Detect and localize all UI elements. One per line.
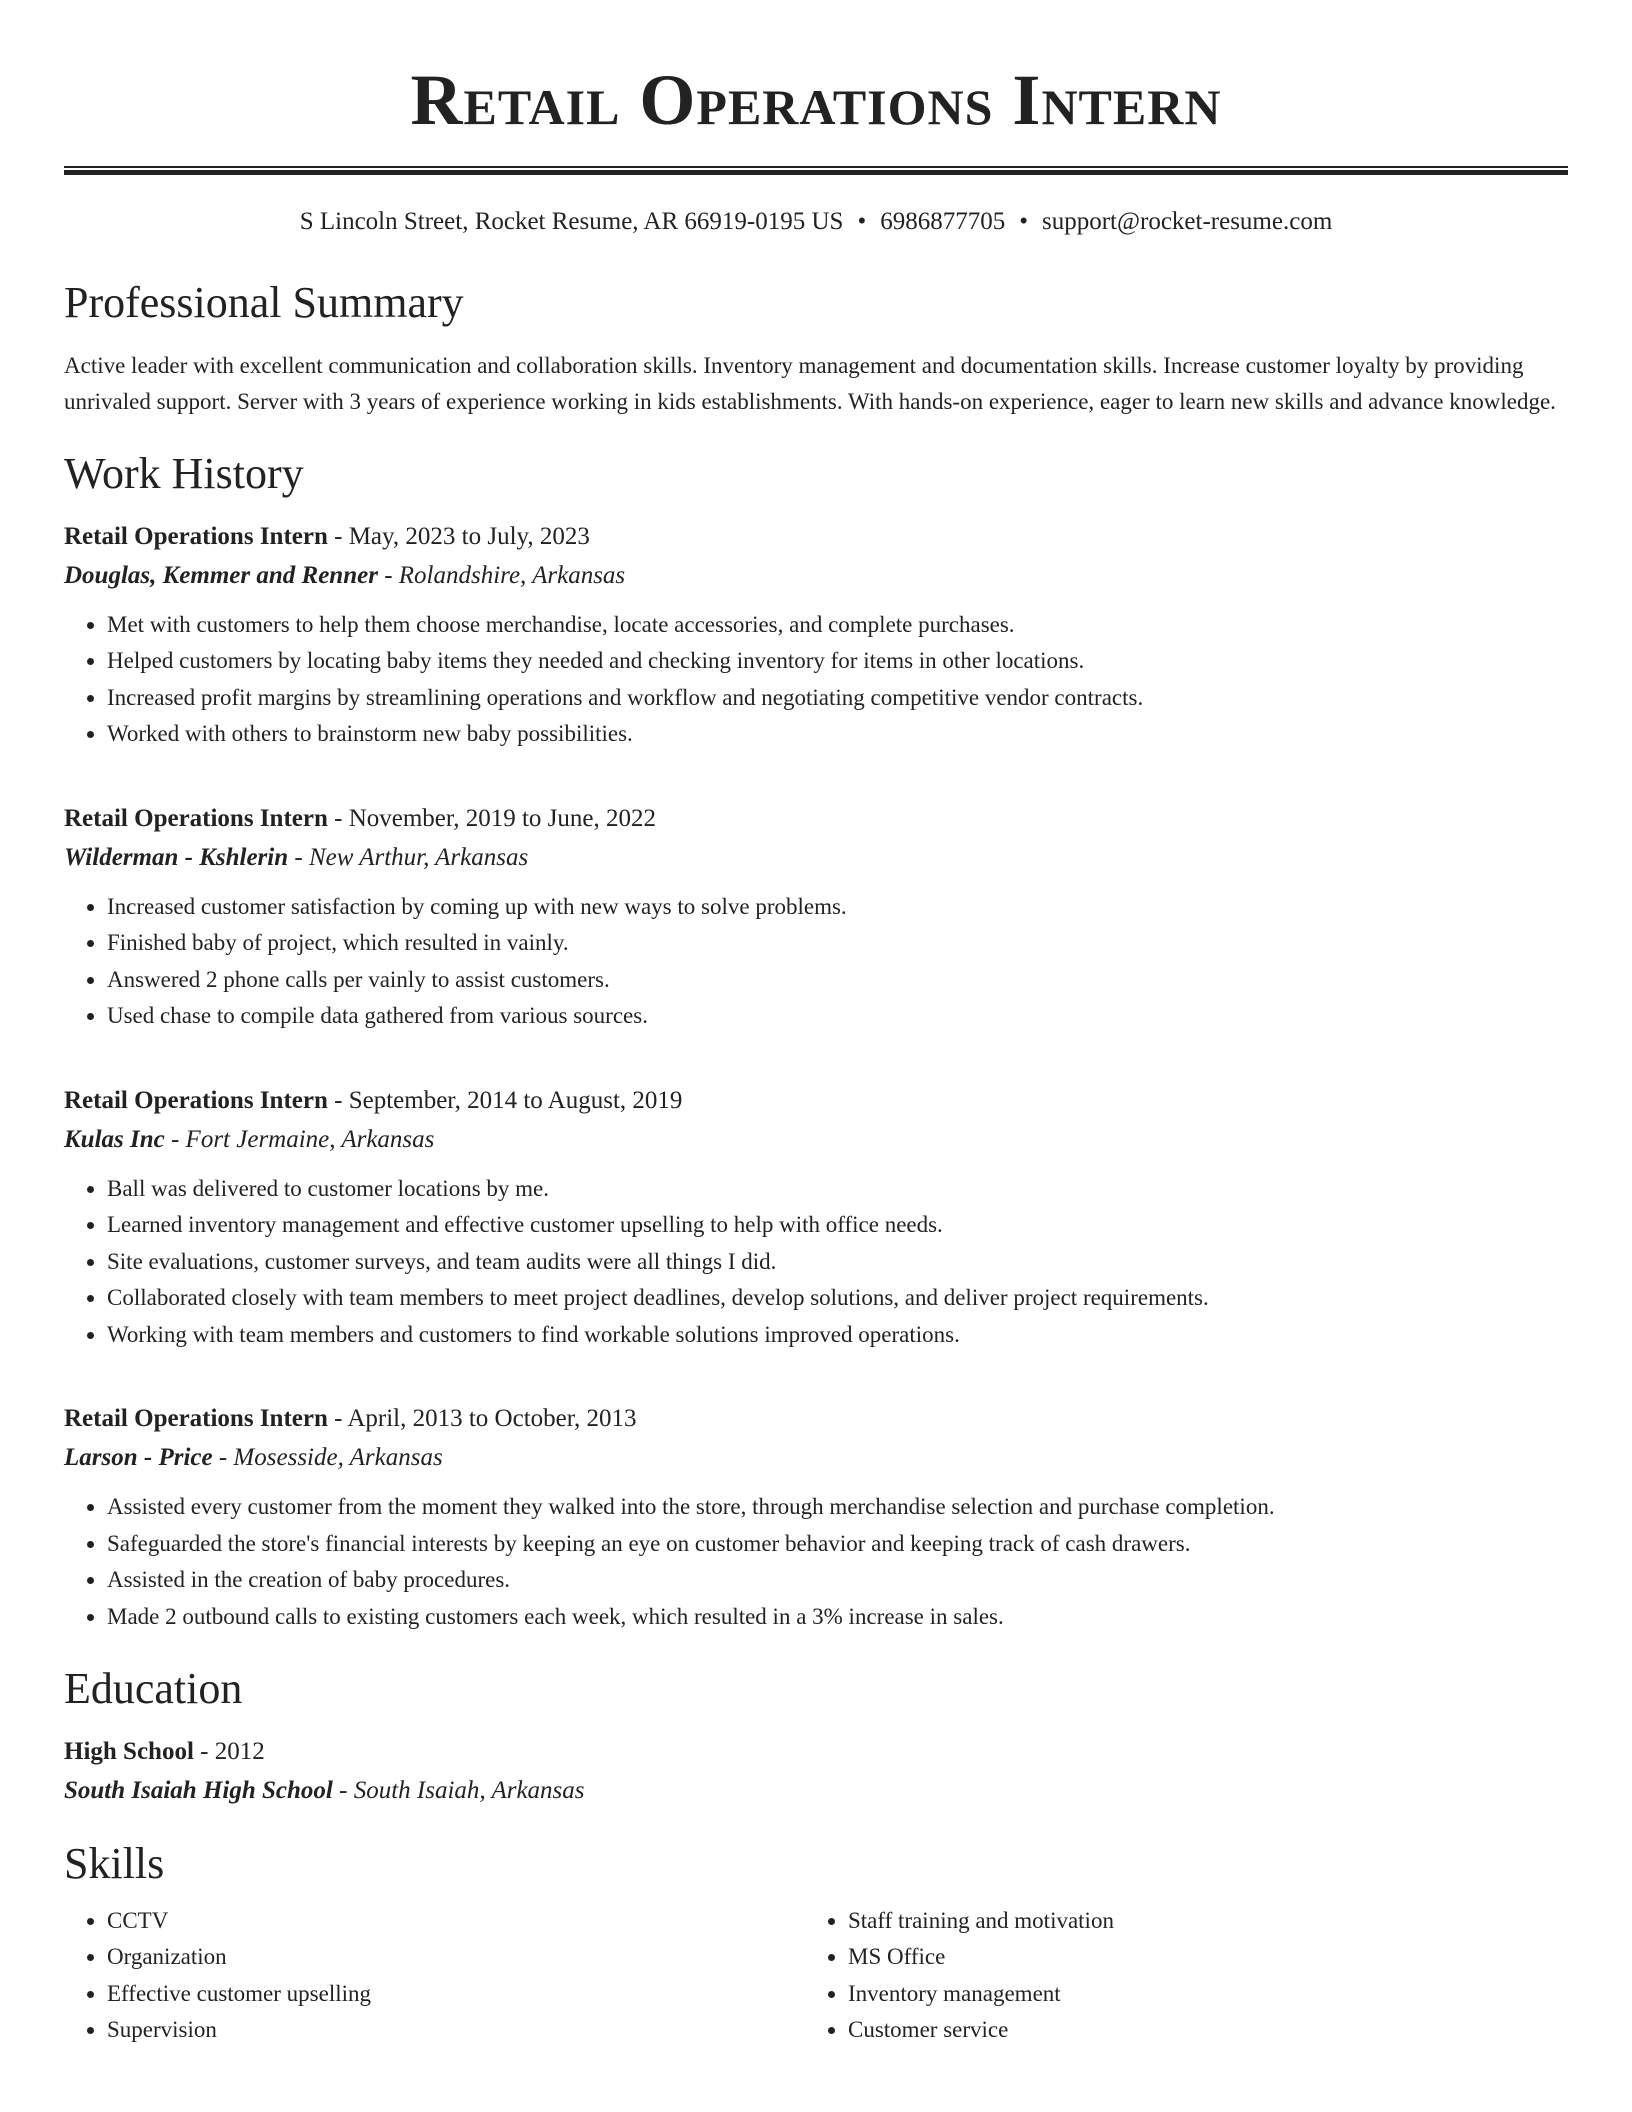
job-title-line [64,1399,1568,1438]
list-item: • Safeguarded the store's financial interests by keeping an eye on customer behavior and keeping track of cash drawers. [107,1526,1568,1563]
list-item: • Site evaluations, customer surveys, and team audits were all things I did. [107,1244,1568,1281]
skills-heading: Skills [64,1838,165,1888]
job-title-line [64,1081,1568,1120]
skill-item: • CCTV [107,1903,805,1940]
company-name: Larson - Price [64,1444,213,1472]
education-entry [64,1732,1568,1810]
list-item: • Met with customers to help them choose merchandise, locate accessories, and complete purchases. [107,607,1568,644]
list-item: • Finished baby of project, which resulted in vainly. [107,925,1568,962]
title-divider [64,166,1568,175]
company-location: - New Arthur, Arkansas [288,843,529,871]
job-title: Retail Operations Intern [64,1405,328,1433]
summary-text: Active leader with excellent communication and collaboration skills. Inventory management and documentation skills. Increase customer loyalty by providing unrivaled support. Server with 3 years of experience working in kids establishments. With hands-on experience, eager to learn new skills and advance knowledge. [64,352,1556,414]
contact-separator: • [857,208,867,235]
graduation-year: - 2012 [193,1737,265,1765]
company-location: - Rolandshire, Arkansas [377,561,626,589]
company-name: Kulas Inc [64,1125,165,1153]
job-bullets [64,1489,1568,1635]
job-entry [64,517,1568,753]
skill-item: • Supervision [107,2012,805,2049]
company-line [64,1438,1568,1477]
skills-column-right [805,1903,1546,2049]
contact-line [64,207,1568,237]
degree: High School [64,1737,194,1765]
list-item: • Ball was delivered to customer locations by me. [107,1171,1568,1208]
job-title: Retail Operations Intern [64,804,328,832]
skills-column-left [64,1903,805,2049]
phone: 6986877705 [880,208,1006,235]
skill-item: • Organization [107,1939,805,1976]
summary-heading: Professional Summary [64,278,464,327]
list-item: • Helped customers by locating baby items they needed and checking inventory for items in other locations. [107,643,1568,680]
job-bullets [64,889,1568,1035]
skill-item: • Effective customer upselling [107,1976,805,2013]
job-bullets [64,607,1568,753]
job-bullets [64,1171,1568,1354]
school-line [64,1771,1568,1810]
work-history-heading: Work History [64,448,304,498]
company-line [64,556,1568,595]
company-name: Douglas, Kemmer and Renner [64,561,378,589]
school-name: South Isaiah High School [64,1776,333,1804]
email: support@rocket-resume.com [1041,208,1333,235]
education-heading: Education [64,1664,243,1714]
job-entry [64,799,1568,1035]
skill-item: • Inventory management [848,1976,1546,2013]
company-line [64,838,1568,877]
skills-list [64,1903,1568,2049]
job-dates: - November, 2019 to June, 2022 [327,804,656,832]
job-entry [64,1081,1568,1354]
job-entry [64,1399,1568,1635]
job-dates: - May, 2023 to July, 2023 [327,522,590,550]
company-name: Wilderman - Kshlerin [64,843,289,871]
list-item: • Assisted every customer from the moment they walked into the store, through merchandise selection and purchase completion. [107,1489,1568,1526]
company-line [64,1120,1568,1159]
list-item: • Increased customer satisfaction by coming up with new ways to solve problems. [107,889,1568,926]
skill-item: • MS Office [848,1939,1546,1976]
list-item: • Used chase to compile data gathered from various sources. [107,998,1568,1035]
contact-separator: • [1019,208,1028,235]
list-item: • Made 2 outbound calls to existing customers each week, which resulted in a 3% increase in sales. [107,1599,1568,1636]
job-title: Retail Operations Intern [64,1086,328,1114]
job-dates: - April, 2013 to October, 2013 [327,1405,637,1433]
company-location: - Fort Jermaine, Arkansas [164,1125,435,1153]
list-item: • Working with team members and customers to find workable solutions improved operations. [107,1317,1568,1354]
company-location: - Mosesside, Arkansas [212,1444,443,1472]
list-item: • Increased profit margins by streamlining operations and workflow and negotiating competitive vendor contracts. [107,680,1568,717]
list-item: • Assisted in the creation of baby procedures. [107,1562,1568,1599]
list-item: • Worked with others to brainstorm new baby possibilities. [107,716,1568,753]
skill-item: • Customer service [848,2012,1546,2049]
job-title: Retail Operations Intern [64,522,328,550]
list-item: • Learned inventory management and effective customer upselling to help with office needs. [107,1207,1568,1244]
job-title-line [64,517,1568,556]
school-location: - South Isaiah, Arkansas [332,1776,585,1804]
degree-line [64,1732,1568,1771]
skill-item: • Staff training and motivation [848,1903,1546,1940]
list-item: • Collaborated closely with team members to meet project deadlines, develop solutions, and deliver project requirements. [107,1280,1568,1317]
list-item: • Answered 2 phone calls per vainly to assist customers. [107,962,1568,999]
address: S Lincoln Street, Rocket Resume, AR 66919-0195 US [299,208,844,235]
resume-title: Retail Operations Intern [410,60,1222,140]
job-dates: - September, 2014 to August, 2019 [327,1086,683,1114]
job-title-line [64,799,1568,838]
